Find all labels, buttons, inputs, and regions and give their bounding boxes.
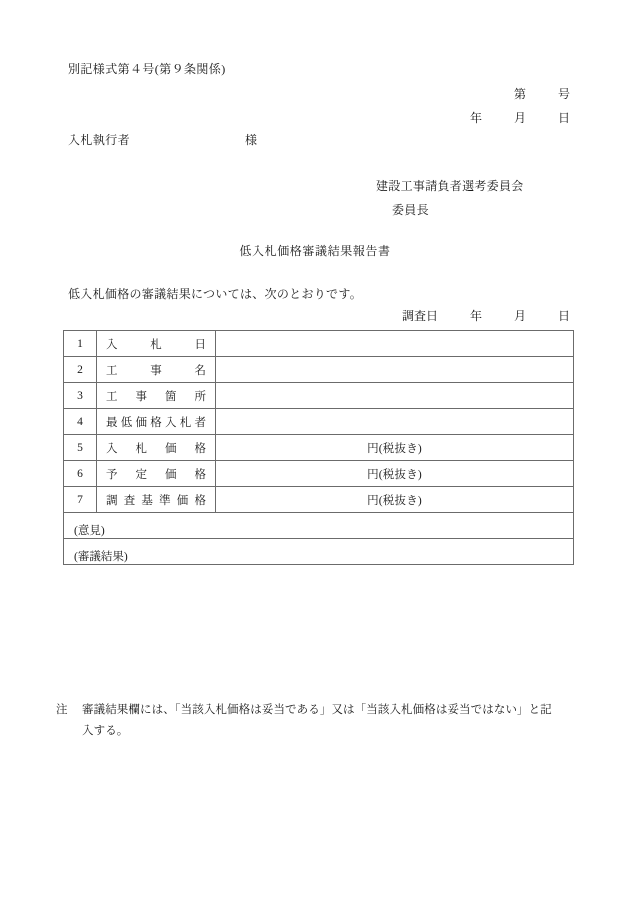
row-value-text: 円(税抜き)	[367, 494, 422, 507]
label-char: 調	[106, 494, 118, 507]
row-label-cell	[97, 357, 216, 383]
label-char: 箇	[165, 390, 177, 403]
table-body	[64, 331, 574, 565]
label-char: 定	[135, 468, 147, 481]
row-label-cell	[97, 487, 216, 513]
row-number-cell: 5	[64, 435, 97, 461]
label-char: 入	[106, 442, 118, 455]
survey-day-label: 日	[557, 309, 570, 323]
issuer-organization-label: 建設工事請負者選考委員会	[376, 179, 524, 193]
row-value-text: 円(税抜き)	[367, 468, 422, 481]
row-label-cell	[97, 383, 216, 409]
label-char: 価	[135, 416, 147, 429]
label-char: 工	[106, 364, 118, 377]
survey-date-label: 調査日	[401, 309, 438, 323]
table-row	[64, 357, 574, 383]
page-title: 低入札価格審議結果報告書	[239, 244, 391, 258]
opinion-block[interactable]	[64, 513, 574, 539]
row-label-cell	[97, 331, 216, 357]
row-label-text	[97, 362, 215, 378]
table-row	[64, 435, 574, 461]
document-serial-row	[0, 88, 570, 100]
label-char: 基	[141, 494, 153, 507]
table-row	[64, 461, 574, 487]
row-label-text	[97, 388, 215, 404]
row-value-cell[interactable]	[216, 383, 574, 409]
survey-year-label: 年	[469, 309, 482, 323]
serial-unit-label: 号	[557, 87, 570, 101]
row-value-cell[interactable]	[216, 461, 574, 487]
addressee-label: 入札執行者	[68, 133, 131, 147]
label-char: 格	[194, 468, 206, 481]
day-label: 日	[557, 111, 570, 125]
row-number-cell: 7	[64, 487, 97, 513]
label-char: 格	[194, 494, 206, 507]
row-number-cell: 3	[64, 383, 97, 409]
label-char: 格	[150, 416, 162, 429]
row-number-cell: 6	[64, 461, 97, 487]
footnote-marker: 注	[56, 704, 68, 716]
row-value-cell[interactable]	[216, 331, 574, 357]
table-row	[64, 409, 574, 435]
label-char: 事	[135, 390, 147, 403]
row-number-cell: 1	[64, 331, 97, 357]
footnote-line-2: 入する。	[82, 725, 129, 738]
label-char: 価	[165, 468, 177, 481]
label-char: 準	[159, 494, 171, 507]
label-char: 工	[106, 390, 118, 403]
row-label-text	[97, 466, 215, 482]
row-value-cell[interactable]	[216, 435, 574, 461]
row-label-text	[97, 492, 215, 508]
row-value-cell[interactable]	[216, 487, 574, 513]
label-char: 事	[150, 364, 162, 377]
label-char: 価	[165, 442, 177, 455]
label-char: 価	[176, 494, 189, 507]
label-char: 所	[194, 390, 206, 403]
row-label-cell	[97, 461, 216, 487]
label-char: 札	[179, 416, 192, 429]
row-value-cell[interactable]	[216, 409, 574, 435]
label-char: 札	[150, 338, 162, 351]
row-label-cell	[97, 409, 216, 435]
row-label-text	[97, 414, 215, 430]
label-char: 最	[106, 416, 118, 429]
label-char: 名	[194, 364, 206, 377]
row-label-cell	[97, 435, 216, 461]
form-number-label: 別記様式第４号(第９条関係)	[68, 62, 226, 76]
row-number-cell: 4	[64, 409, 97, 435]
year-label: 年	[469, 111, 482, 125]
issuer-title-label: 委員長	[392, 203, 429, 217]
label-char: 入	[106, 338, 118, 351]
survey-date-row	[0, 310, 570, 322]
table-row	[64, 383, 574, 409]
footnote-line-1: 審議結果欄には、「当該入札価格は妥当である」又は「当該入札価格は妥当ではない」と記	[82, 704, 552, 716]
opinion-block-label: (意見)	[74, 524, 105, 537]
review-result-block-row	[64, 539, 574, 565]
label-char: 札	[135, 442, 147, 455]
table-row	[64, 331, 574, 357]
month-label: 月	[513, 111, 526, 125]
bid-review-form-table	[63, 330, 574, 565]
intro-sentence: 低入札価格の審議結果については、次のとおりです。	[68, 287, 363, 301]
serial-prefix-label: 第	[513, 87, 526, 101]
row-value-text: 円(税抜き)	[367, 442, 422, 455]
review-result-block[interactable]	[64, 539, 574, 565]
table-row	[64, 487, 574, 513]
label-char: 低	[120, 416, 133, 429]
label-char: 入	[165, 416, 177, 429]
survey-month-label: 月	[513, 309, 526, 323]
label-char: 者	[194, 416, 206, 429]
addressee-honorific-label: 様	[245, 133, 258, 147]
label-char: 査	[123, 494, 136, 507]
row-label-text	[97, 336, 215, 352]
row-number-cell: 2	[64, 357, 97, 383]
row-label-text	[97, 440, 215, 456]
label-char: 日	[194, 338, 206, 351]
footnote	[56, 700, 576, 743]
document-date-row	[0, 112, 570, 124]
label-char: 格	[194, 442, 206, 455]
review-result-block-label: (審議結果)	[74, 550, 128, 563]
label-char: 予	[106, 468, 118, 481]
opinion-block-row	[64, 513, 574, 539]
row-value-cell[interactable]	[216, 357, 574, 383]
